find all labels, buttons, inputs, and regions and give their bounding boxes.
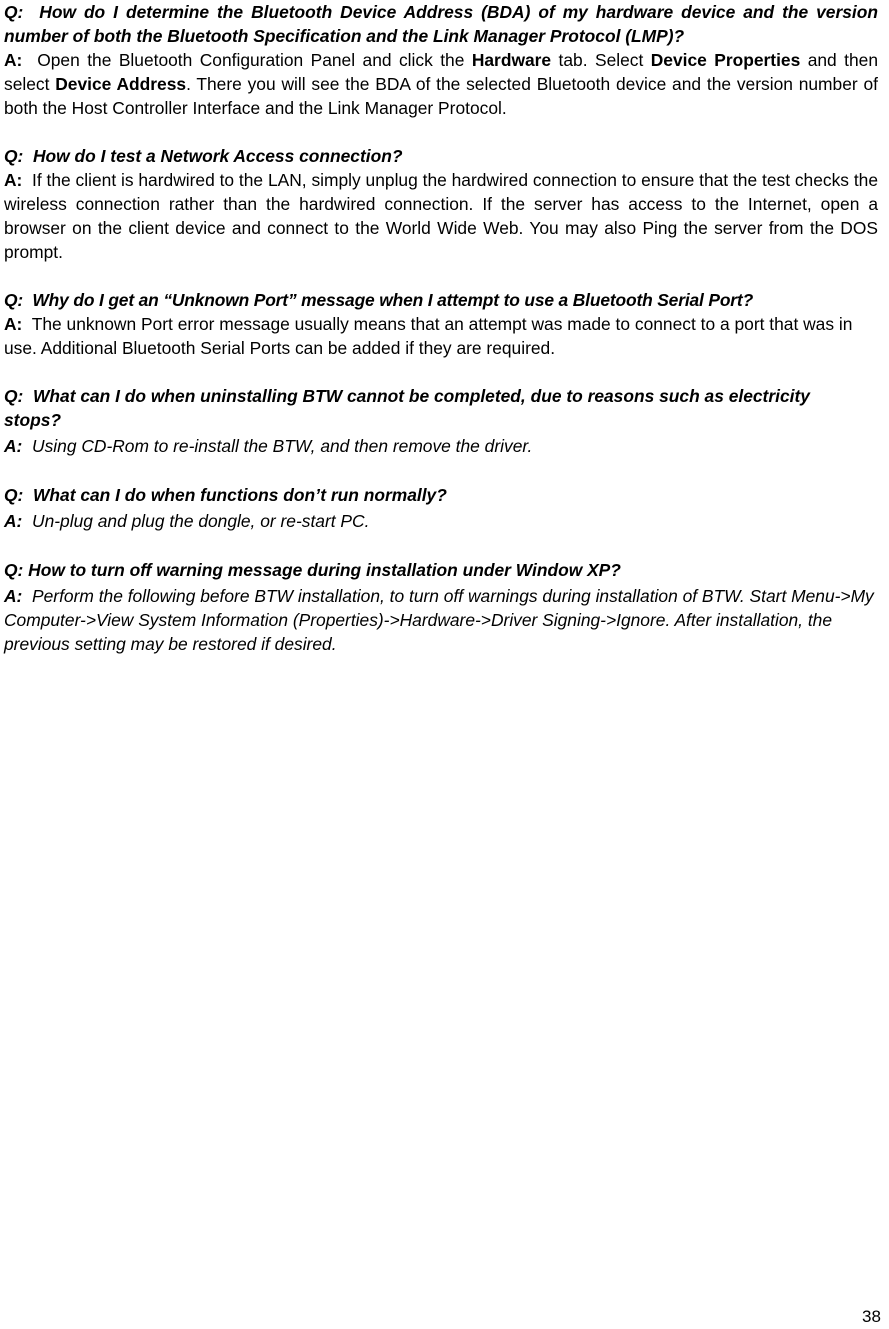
faq-item <box>4 384 878 458</box>
answer-text: A: The unknown Port error message usually means that an attempt was made to connect to a port that was in use. Additional Bluetooth Serial Ports can be added if they are required. <box>4 314 853 358</box>
answer-text: A: Using CD-Rom to re-install the BTW, and then remove the driver. <box>4 436 533 456</box>
answer-text: A: Un-plug and plug the dongle, or re-start PC. <box>4 511 370 531</box>
question-text: Q: What can I do when functions don’t run normally? <box>4 485 447 505</box>
question-text: Q: How do I test a Network Access connection? <box>4 146 403 166</box>
faq-item <box>4 144 878 264</box>
answer-text: A: Open the Bluetooth Configuration Panel and click the Hardware tab. Select Device Properties and then select Device Address. There you will see the BDA of the selected Bluetooth device and the version number of both the Host Controller Interface and the Link Manager Protocol. <box>4 50 878 118</box>
question-text: Q: How do I determine the Bluetooth Device Address (BDA) of my hardware device and the version number of both the Bluetooth Specification and the Link Manager Protocol (LMP)? <box>4 2 878 46</box>
faq-item <box>4 483 878 533</box>
question-text: Q: How to turn off warning message during installation under Window XP? <box>4 560 621 580</box>
faq-item <box>4 0 878 120</box>
answer-text: A: Perform the following before BTW installation, to turn off warnings during installation of BTW. Start Menu->My Computer->View System Information (Properties)->Hardware->Driver Signing->Ignore. After installation, the previous setting may be restored if desired. <box>4 586 874 654</box>
answer-text: A: If the client is hardwired to the LAN, simply unplug the hardwired connection to ensure that the test checks the wireless connection rather than the hardwired connection. If the server has access to the Internet, open a browser on the client device and connect to the World Wide Web. You may also Ping the server from the DOS prompt. <box>4 170 878 262</box>
faq-page <box>4 0 878 656</box>
question-text: Q: What can I do when uninstalling BTW cannot be completed, due to reasons such as electricity stops? <box>4 386 810 430</box>
faq-item <box>4 558 878 656</box>
question-text: Q: Why do I get an “Unknown Port” message when I attempt to use a Bluetooth Serial Port? <box>4 290 754 310</box>
faq-item <box>4 288 878 360</box>
page-number: 38 <box>862 1307 881 1326</box>
